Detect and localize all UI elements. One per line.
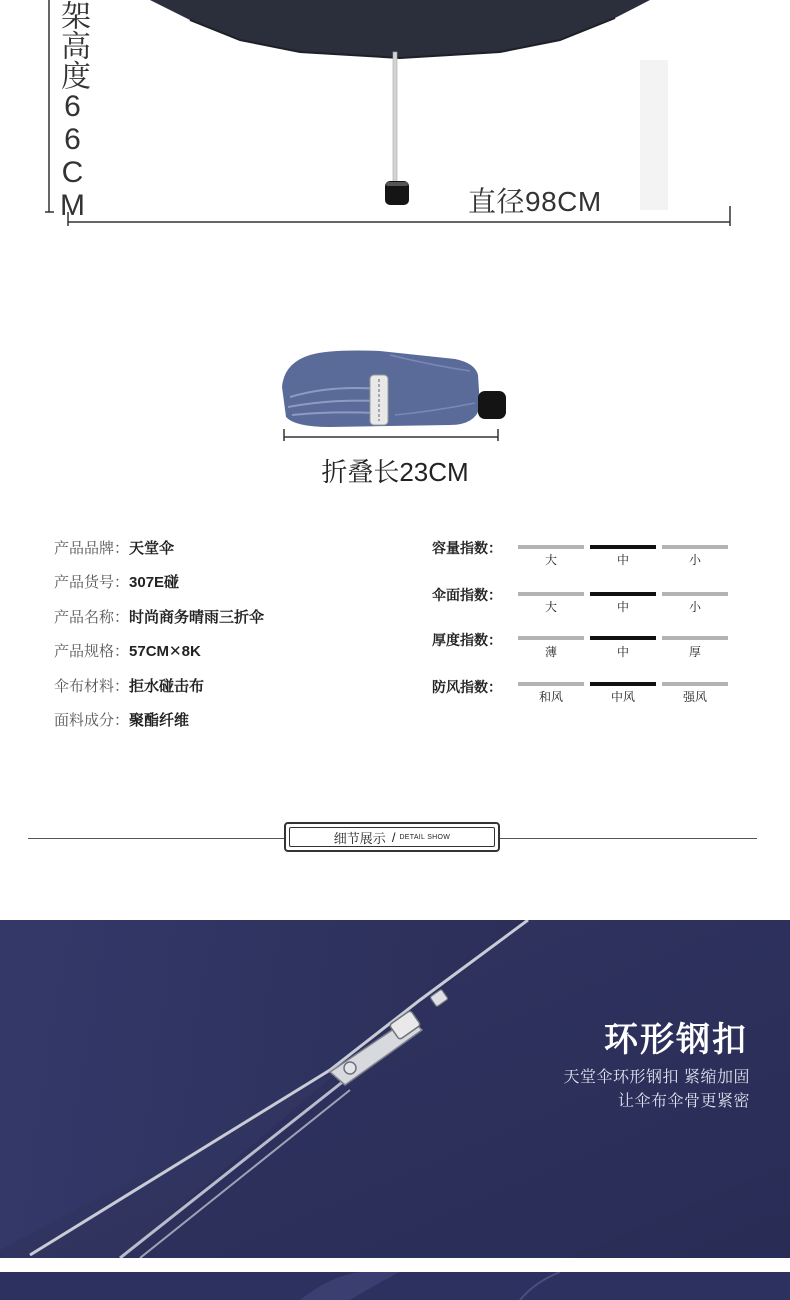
spec-key: 产品品牌：	[54, 540, 130, 557]
spec-row-size	[54, 640, 201, 662]
folded-umbrella-image	[270, 345, 520, 450]
spec-key: 面料成分：	[54, 712, 130, 729]
index-option: 中	[616, 645, 629, 659]
index-segment	[518, 636, 584, 640]
index-segment	[518, 682, 584, 686]
index-segment	[590, 592, 656, 596]
spec-row-item-number	[54, 571, 179, 593]
detail-title: 环形钢扣	[604, 1021, 748, 1059]
index-segment	[590, 682, 656, 686]
index-option: 强风	[682, 690, 707, 704]
next-detail-photo	[0, 1272, 790, 1300]
index-label-canopy: 伞面指数：	[432, 587, 502, 603]
index-option: 小	[688, 553, 701, 567]
open-umbrella-image	[0, 0, 790, 240]
spec-value: 57CM✕8K	[129, 643, 201, 660]
section-divider-left	[28, 838, 286, 839]
index-option: 小	[688, 600, 701, 614]
folded-handle	[478, 391, 506, 419]
umbrella-shaft	[393, 52, 397, 182]
detail-line-2: 让伞布伞骨更紧密	[617, 1093, 750, 1110]
spec-row-fabric	[54, 709, 189, 731]
spec-row-name	[54, 606, 264, 628]
section-divider-right	[500, 838, 757, 839]
spec-key: 产品货号：	[54, 574, 130, 591]
section-title: 细节展示	[333, 830, 386, 846]
index-label-thickness: 厚度指数：	[432, 632, 502, 648]
spec-key: 产品规格：	[54, 643, 130, 660]
section-header-detail	[284, 822, 500, 852]
index-segment	[662, 636, 728, 640]
section-separator: /	[391, 829, 396, 845]
index-option: 和风	[538, 690, 563, 704]
section-header-frame	[289, 827, 495, 847]
index-option: 中	[616, 600, 629, 614]
umbrella-canopy	[150, 0, 650, 58]
index-segment	[662, 682, 728, 686]
section-subtitle-en: DETAIL SHOW	[399, 833, 451, 841]
folded-length-label: 折叠长23CM	[321, 457, 469, 487]
index-label-wind: 防风指数：	[432, 679, 502, 695]
spec-key: 伞布材料：	[54, 678, 130, 695]
index-option: 中风	[610, 690, 635, 704]
height-dimension-label: 架高度66CM	[56, 0, 89, 222]
index-segment	[662, 592, 728, 596]
index-label-capacity: 容量指数：	[432, 540, 502, 556]
diameter-dimension-label: 直径98CM	[468, 186, 602, 217]
index-option: 大	[544, 553, 557, 567]
spec-value: 307E碰	[129, 574, 180, 591]
spec-row-brand	[54, 537, 174, 559]
index-segment	[590, 636, 656, 640]
spec-key: 产品名称：	[54, 609, 130, 626]
index-segment	[590, 545, 656, 549]
spec-value: 天堂伞	[129, 540, 175, 557]
index-option: 薄	[544, 645, 557, 659]
index-option: 大	[544, 600, 557, 614]
index-segment	[518, 592, 584, 596]
detail-line-1: 天堂伞环形钢扣 紧缩加固	[563, 1069, 750, 1086]
spec-value: 拒水碰击布	[129, 678, 205, 695]
index-option: 厚	[688, 645, 701, 659]
index-segment	[662, 545, 728, 549]
index-segment	[518, 545, 584, 549]
spec-value: 聚酯纤维	[129, 712, 190, 729]
index-option: 中	[616, 553, 629, 567]
spec-row-material	[54, 675, 204, 697]
spec-value: 时尚商务晴雨三折伞	[129, 609, 265, 626]
